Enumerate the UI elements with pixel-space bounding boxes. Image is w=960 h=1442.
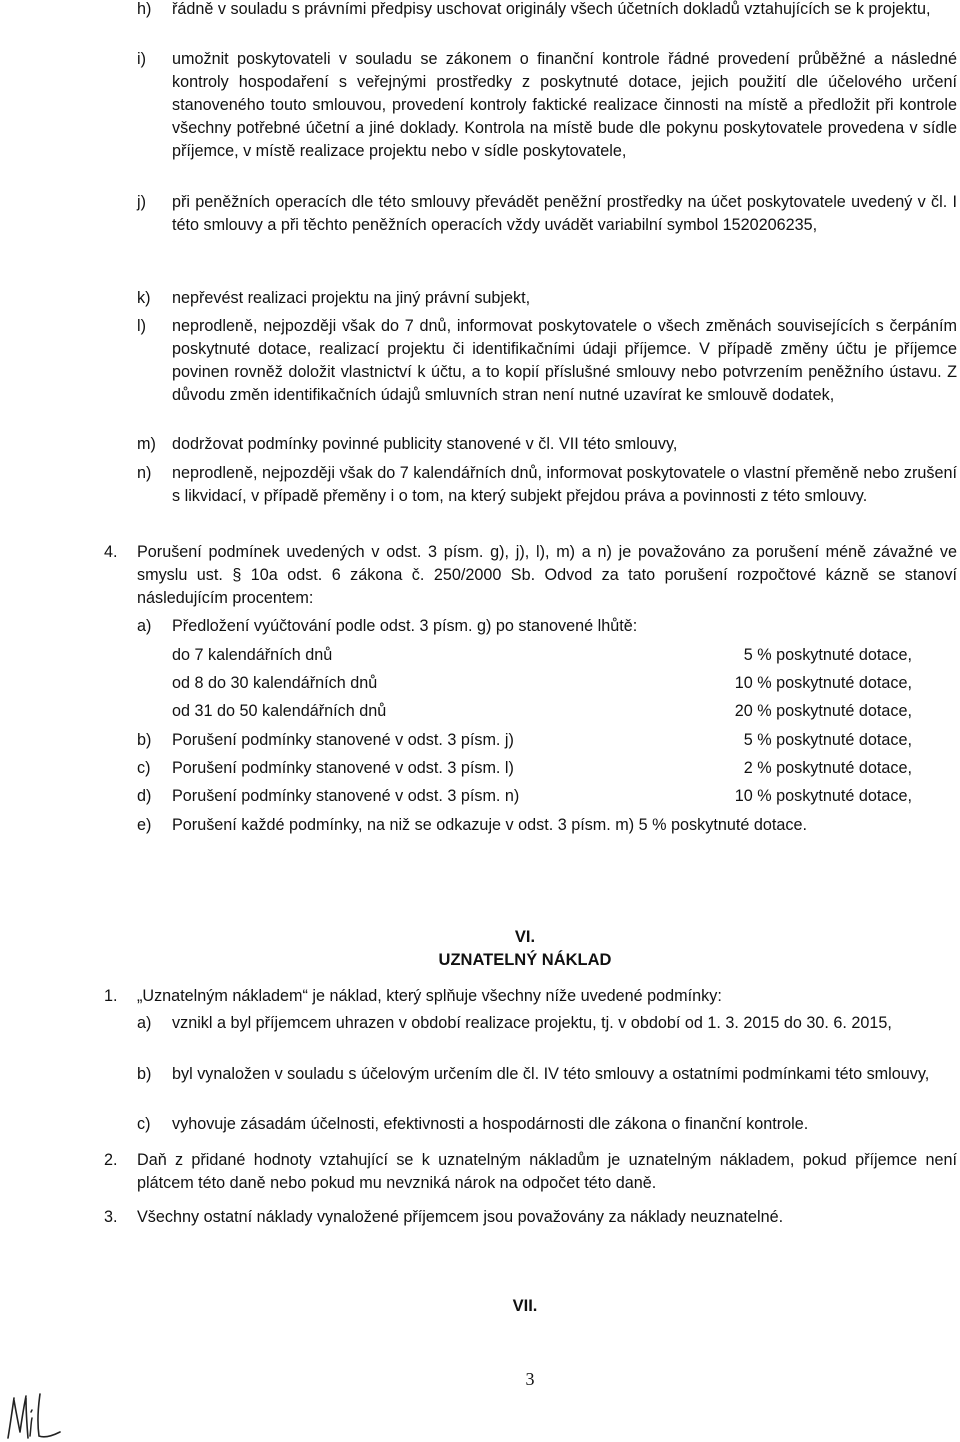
s6-p1-text: „Uznatelným nákladem“ je náklad, který splňuje všechny níže uvedené podmínky: [137,987,722,1005]
item-j-text: při peněžních operacích dle této smlouvy převádět peněžní prostředky na účet poskytovatele uvedený v čl. I této smlouvy a při těchto peněžních operacích vždy uvádět variabilní symbol 1520206235, [172,193,957,234]
item-m-text: dodržovat podmínky povinné publicity stanovené v čl. VII této smlouvy, [172,435,678,453]
s6-p1-b-text: byl vynaložen v souladu s účelovým určením dle čl. IV této smlouvy a ostatními podmínkami této smlouvy, [172,1065,930,1083]
deadline-row-2: od 8 do 30 kalendářních dnů [172,674,378,692]
item-i-text: umožnit poskytovateli v souladu se zákonem o finanční kontrole řádné provedení průběžné a následné kontroly hospodaření s veřejnými prostředky z poskytnuté dotace, jejich použití dle účelového určení stanoveného touto smlouvou, provedení kontroly faktické realizace činnosti na místě a předložit při kontrole všechny potřebné účetní a jiné doklady. Kontrola na místě bude dle pokynu poskytovatele provedena v sídle příjemce, v místě realizace projektu nebo v sídle poskytovatele, [172,50,957,160]
violation-b-label: b) [137,731,152,749]
violation-d-label: d) [137,787,152,805]
s6-p1-c-label: c) [137,1115,151,1133]
violation-d-pct: 10 % poskytnuté dotace, [734,787,912,805]
item-h-text: řádně v souladu s právními předpisy uschovat originály všech účetních dokladů vztahujících se k projektu, [172,0,931,18]
section-7-number: VII. [512,1297,538,1315]
item-n-text: neprodleně, nejpozději však do 7 kalendářních dnů, informovat poskytovatele o vlastní přeměně nebo zrušení s likvidací, v případě přeměny i o tom, na který subjekt přejdou práva a povinnosti z této smlouvy. [172,464,957,505]
violation-e-label: e) [137,816,152,834]
para4-text: Porušení podmínek uvedených v odst. 3 písm. g), j), l), m) a n) je považováno za porušení méně závažné ve smyslu ust. § 10a odst. 6 zákona č. 250/2000 Sb. Odvod za tato porušení rozpočtové kázně se stanoví následujícím procentem: [137,543,957,607]
item-m-label: m) [137,435,156,453]
s6-p1-number: 1. [104,987,118,1005]
page-number: 3 [525,1369,535,1389]
para4-number: 4. [104,543,118,561]
deadline-row-2-pct: 10 % poskytnuté dotace, [734,674,912,692]
item-l-label: l) [137,317,146,335]
para4-a-label: a) [137,617,152,635]
para4-a-text: Předložení vyúčtování podle odst. 3 písm. g) po stanovené lhůtě: [172,617,638,635]
s6-p2-number: 2. [104,1151,118,1169]
s6-p3-number: 3. [104,1208,118,1226]
violation-e-text: Porušení každé podmínky, na niž se odkazuje v odst. 3 písm. m) 5 % poskytnuté dotace. [172,816,807,834]
item-h-label: h) [137,0,152,18]
deadline-row-3-pct: 20 % poskytnuté dotace, [734,702,912,720]
section-6-number: VI. [514,928,536,946]
deadline-row-1: do 7 kalendářních dnů [172,646,333,664]
section-6-title: UZNATELNÝ NÁKLAD [438,951,612,969]
item-i-label: i) [137,50,146,68]
violation-c-label: c) [137,759,151,777]
item-k-text: nepřevést realizaci projektu na jiný právní subjekt, [172,289,531,307]
item-l-text: neprodleně, nejpozději však do 7 dnů, informovat poskytovatele o všech změnách souvisejících s čerpáním poskytnuté dotace, realizací projektu či identifikačními údaji příjemce. V případě změny účtu je příjemce povinen rovněž doložit vlastnictví k účtu, a to kopií příslušné smlouvy nebo potvrzením peněžního ústavu. Z důvodu změn identifikačních údajů smluvních stran není nutné uzavírat ke smlouvě dodatek, [172,317,957,404]
s6-p2-text: Daň z přidané hodnoty vztahující se k uznatelným nákladům je uznatelným nákladem, pokud příjemce není plátcem této daně nebo pokud mu nevzniká nárok na odpočet této daně. [137,1151,957,1192]
s6-p1-c-text: vyhovuje zásadám účelnosti, efektivnosti a hospodárnosti dle zákona o finanční kontrole. [172,1115,809,1133]
violation-c-text: Porušení podmínky stanovené v odst. 3 písm. l) [172,759,514,777]
item-k-label: k) [137,289,151,307]
s6-p1-b-label: b) [137,1065,152,1083]
deadline-row-3: od 31 do 50 kalendářních dnů [172,702,387,720]
violation-b-pct: 5 % poskytnuté dotace, [743,731,912,749]
violation-b-text: Porušení podmínky stanovené v odst. 3 písm. j) [172,731,514,749]
item-n-label: n) [137,464,152,482]
item-j-label: j) [137,193,146,211]
violation-d-text: Porušení podmínky stanovené v odst. 3 písm. n) [172,787,520,805]
handwritten-initials [4,1388,64,1442]
s6-p1-a-label: a) [137,1014,152,1032]
deadline-row-1-pct: 5 % poskytnuté dotace, [743,646,912,664]
s6-p1-a-text: vznikl a byl příjemcem uhrazen v období realizace projektu, tj. v období od 1. 3. 2015 do 30. 6. 2015, [172,1014,892,1032]
s6-p3-text: Všechny ostatní náklady vynaložené příjemcem jsou považovány za náklady neuznatelné. [137,1208,784,1226]
violation-c-pct: 2 % poskytnuté dotace, [743,759,912,777]
